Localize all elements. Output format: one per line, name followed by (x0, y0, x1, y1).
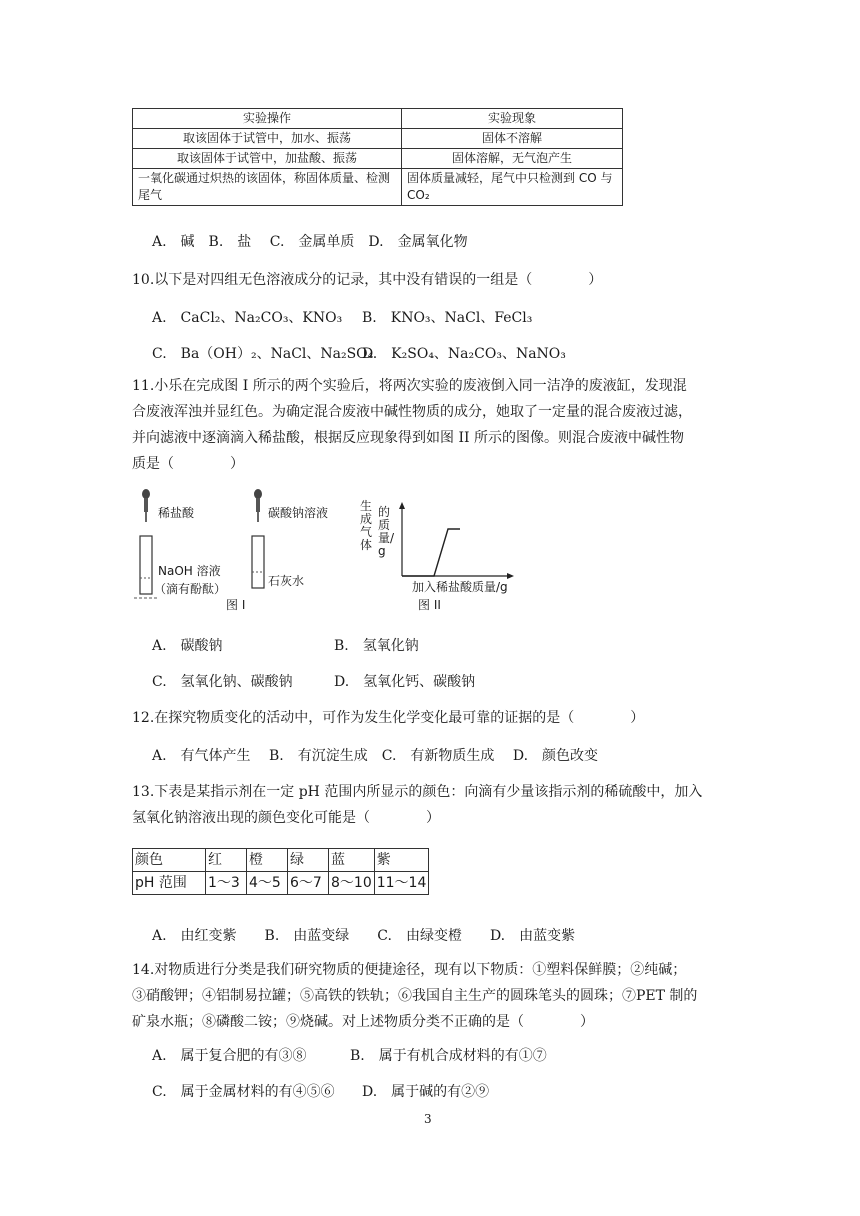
q10-option-c: C. Ba（OH）₂、NaCl、Na₂SO₄ (152, 346, 374, 362)
table-header-row (133, 109, 623, 129)
table-cell: 绿 (288, 849, 329, 872)
x-axis-label: 加入稀盐酸质量/g (412, 580, 508, 594)
dropper-label: 碳酸钠溶液 (268, 506, 329, 520)
gas-mass-curve (402, 529, 460, 576)
table-row (133, 169, 623, 206)
figure-2-graph (396, 500, 516, 580)
test-tube-icon (252, 536, 264, 588)
q13-stem-line: 氢氧化钠溶液出现的颜色变化可能是（ ） (132, 810, 440, 826)
q10-option-d: D. K₂SO₄、Na₂CO₃、NaNO₃ (362, 346, 566, 362)
table-cell: 取该固体于试管中，加盐酸、振荡 (133, 149, 402, 169)
q10-option-a: A. CaCl₂、Na₂CO₃、KNO₃ (152, 310, 343, 326)
table-row (133, 129, 623, 149)
q13-options: A. 由红变紫 B. 由蓝变绿 C. 由绿变橙 D. 由蓝变紫 (152, 928, 576, 944)
q14-option-a: A. 属于复合肥的有③⑧ (152, 1048, 307, 1064)
table-cell: 11～14 (374, 872, 429, 895)
q11-option-b: B. 氢氧化钠 (334, 638, 419, 654)
tube-label: （滴有酚酞） (154, 582, 227, 596)
table-row (133, 849, 429, 872)
table-cell: 紫 (374, 849, 429, 872)
q11-option-a: A. 碳酸钠 (152, 638, 223, 654)
tube-label: 石灰水 (268, 574, 305, 588)
dropper-label: 稀盐酸 (158, 506, 195, 520)
table-cell: 固体不溶解 (402, 129, 623, 149)
table-cell: 固体质量减轻，尾气中只检测到 CO 与 CO₂ (402, 169, 623, 206)
q10-option-b: B. KNO₃、NaCl、FeCl₃ (362, 310, 533, 326)
q14-option-b: B. 属于有机合成材料的有①⑦ (350, 1048, 547, 1064)
q11-option-d: D. 氢氧化钙、碳酸钠 (334, 674, 476, 690)
table-cell: 红 (206, 849, 247, 872)
table-cell: pH 范围 (133, 872, 206, 895)
experiment-table (132, 108, 623, 206)
q11-stem-line: 合废液浑浊并显红色。为确定混合废液中碱性物质的成分，她取了一定量的混合废液过滤， (132, 404, 692, 420)
table-cell: 一氧化碳通过炽热的该固体，称固体质量、检测尾气 (133, 169, 402, 206)
table-cell: 取该固体于试管中，加水、振荡 (133, 129, 402, 149)
y-axis-label-part: 生成气体 (360, 499, 373, 552)
ph-color-table (132, 848, 429, 895)
q11-stem-line: 11.小乐在完成图 I 所示的两个实验后，将两次实验的废液倒入同一洁净的废液缸，发现混 (132, 378, 687, 394)
table-cell: 8～10 (329, 872, 375, 895)
table-cell: 蓝 (329, 849, 375, 872)
q9-options: A. 碱 B. 盐 C. 金属单质 D. 金属氧化物 (152, 234, 468, 250)
table-cell: 1～3 (206, 872, 247, 895)
page-number: 3 (424, 1112, 432, 1126)
table-row (133, 872, 429, 895)
figure-2-caption: 图 II (418, 598, 441, 612)
dropper-icon (142, 489, 150, 522)
q14-stem-line: 矿泉水瓶；⑧磷酸二铵；⑨烧碱。对上述物质分类不正确的是（ ） (132, 1014, 594, 1030)
table-header-cell: 实验现象 (402, 109, 623, 129)
table-cell: 固体溶解，无气泡产生 (402, 149, 623, 169)
q14-stem-line: 14.对物质进行分类是我们研究物质的便捷途径，现有以下物质：①塑料保鲜膜；②纯碱； (132, 962, 687, 978)
q10-stem: 10.以下是对四组无色溶液成分的记录，其中没有错误的一组是（ ） (132, 272, 603, 288)
q12-stem: 12.在探究物质变化的活动中，可作为发生化学变化最可靠的证据的是（ ） (132, 710, 645, 726)
y-axis-label-part: 的质量/g (378, 505, 395, 558)
table-cell: 橙 (247, 849, 288, 872)
q14-option-c: C. 属于金属材料的有④⑤⑥ (152, 1084, 335, 1100)
q14-stem-line: ③硝酸钾；④铝制易拉罐；⑤高铁的铁轨；⑥我国自主生产的圆珠笔头的圆珠；⑦PET 制的 (132, 988, 698, 1004)
table-cell: 颜色 (133, 849, 206, 872)
q12-options: A. 有气体产生 B. 有沉淀生成 C. 有新物质生成 D. 颜色改变 (152, 748, 599, 764)
q13-stem-line: 13.下表是某指示剂在一定 pH 范围内所显示的颜色：向滴有少量该指示剂的稀硫酸中，加入 (132, 784, 703, 800)
tube-label: NaOH 溶液 (158, 564, 221, 578)
figure-1-caption: 图 I (226, 598, 246, 612)
q14-option-d: D. 属于碱的有②⑨ (362, 1084, 490, 1100)
q11-option-c: C. 氢氧化钠、碳酸钠 (152, 674, 293, 690)
table-header-cell: 实验操作 (133, 109, 402, 129)
q11-stem-line: 并向滤液中逐滴滴入稀盐酸，根据反应现象得到如图 II 所示的图像。则混合废液中碱性物 (132, 430, 684, 446)
x-axis-arrow-icon (507, 573, 514, 579)
dropper-icon (254, 489, 262, 522)
y-axis-arrow-icon (399, 502, 405, 509)
q11-stem-line: 质是（ ） (132, 456, 244, 472)
table-cell: 4～5 (247, 872, 288, 895)
table-cell: 6～7 (288, 872, 329, 895)
table-row (133, 149, 623, 169)
